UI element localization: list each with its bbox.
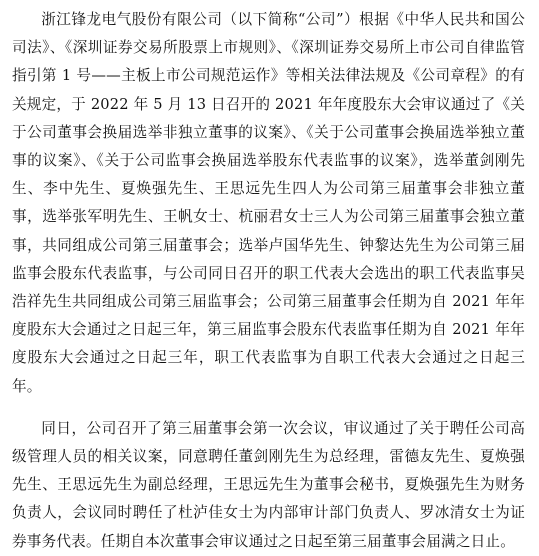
- paragraph-management-appointment: 同日，公司召开了第三届董事会第一次会议，审议通过了关于聘任公司高级管理人员的相关议案，同意聘任董剑刚先生为总经理，雷德友先生、夏焕强先生、王思远先生为副总经理，王思远先生为董事会秘书，夏焕强先生为财务负责人，会议同时聘任了杜泸佳女士为内部审计部门负责人、罗冰清女士为证券事务代表。任期自本次董事会审议通过之日起至第三届董事会届满之日止。: [12, 419, 525, 550]
- paragraph-board-election: 浙江锋龙电气股份有限公司（以下简称“公司”）根据《中华人民共和国公司法》、《深圳证券交易所股票上市规则》、《深圳证券交易所上市公司自律监管指引第 1 号——主板上市公司规范运作》等相关法律法规及《公司章程》的有关规定，于 2022 年 5 月 13 日召开的 2021 年年度股东大会审议通过了《关于公司董事会换届选举非独立董事的议案》、《关于公司董事会换届选举独立董事的议案》、《关于公司监事会换届选举股东代表监事的议案》，选举董剑刚先生、李中先生、夏焕强先生、王思远先生四人为公司第三届董事会非独立董事，选举张军明先生、王帆女士、杭丽君女士三人为公司第三届董事会独立董事，共同组成公司第三届董事会；选举卢国华先生、钟黎达先生为公司第三届监事会股东代表监事，与公司同日召开的职工代表大会选出的职工代表监事吴浩祥先生共同组成公司第三届监事会；公司第三届董事会任期为自 2021 年年度股东大会通过之日起三年，第三届监事会股东代表监事任期为自 2021 年年度股东大会通过之日起三年，职工代表监事为自职工代表大会通过之日起三年。: [12, 11, 525, 395]
